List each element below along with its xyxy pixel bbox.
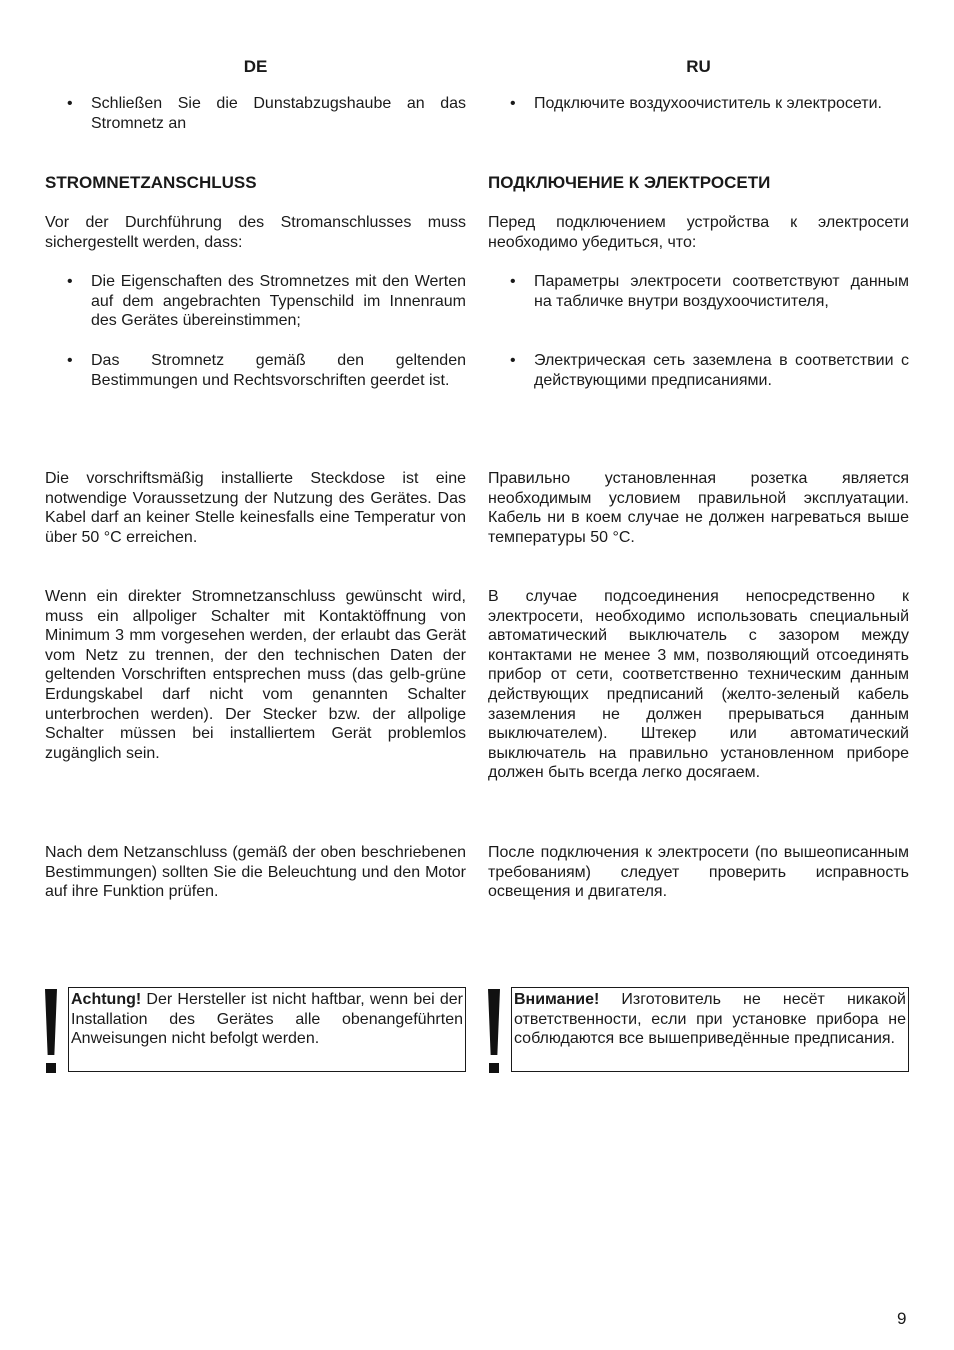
lead-paragraph: Vor der Durchführung des Stromanschlusses muss sichergestellt werden, dass: (45, 214, 466, 251)
section-title: ПОДКЛЮЧЕНИЕ К ЭЛЕКТРОСЕТИ (488, 173, 771, 192)
paragraph-socket: Правильно установленная розетка является необходимым условием правильной эксплуатации. Кабель ни в коем случае не должен нагреваться выше температуры 50 °C. (488, 470, 909, 546)
list-item: • Das Stromnetz gemäß den geltenden Bestimmungen und Rechtsvorschriften geerdet ist. (45, 351, 466, 390)
warning-text: Der Hersteller ist nicht haftbar, wenn bei der Installation des Gerätes alle obenangeführten Anweisungen nicht befolgt werden. (71, 991, 463, 1048)
paragraph-direct-connection: В случае подсоединения непосредственно к электросети, необходимо использовать специальный автоматический выключатель с зазором между контактами не менее 3 мм, позволяющий отсоединять прибор от сети, соответственно техническим данным действующих предписаний (желто-зеленый кабель заземления не должен прерываться данным выключателем). Штекер или автоматический выключатель на правильно установленном приборе должен быть всегда легко досягаем. (488, 588, 909, 782)
page-number: 9 (897, 1309, 907, 1328)
intro-bullet: • Подключите воздухоочиститель к электросети. (488, 94, 909, 114)
exclamation-icon (45, 989, 57, 1073)
exclamation-icon (488, 989, 500, 1073)
paragraph-function-check: После подключения к электросети (по вышеописанным требованиям) следует проверить исправность освещения и двигателя. (488, 844, 909, 901)
paragraph-socket: Die vorschriftsmäßig installierte Steckdose ist eine notwendige Voraussetzung der Nutzung des Gerätes. Das Kabel darf an keiner Stelle keinesfalls eine Temperatur von über 50 °C erreichen. (45, 470, 466, 546)
warning-box (68, 987, 466, 1072)
warning-label: Внимание! (514, 991, 600, 1008)
warning-box (511, 987, 909, 1072)
warning-notice (488, 987, 909, 1072)
paragraph-function-check: Nach dem Netzanschluss (gemäß der oben beschriebenen Bestimmungen) sollten Sie die Beleuchtung und den Motor auf ihre Funktion prüfen. (45, 844, 466, 901)
language-label: RU (686, 57, 711, 76)
warning-notice (45, 987, 466, 1072)
language-label: DE (243, 57, 268, 76)
lead-paragraph: Перед подключением устройства к электросети необходимо убедиться, что: (488, 214, 909, 251)
list-item: • Параметры электросети соответствуют данным на табличке внутри воздухоочистителя, (488, 272, 909, 311)
warning-text: Изготовитель не несёт никакой ответственности, если при установке прибора не соблюдаются все вышеприведённые предписания. (514, 991, 906, 1048)
paragraph-direct-connection: Wenn ein direkter Stromnetzanschluss gewünscht wird, muss ein allpoliger Schalter mit Kontaktöffnung von Minimum 3 mm vorgesehen werden, der erlaubt das Gerät vom Netz zu trennen, der den technischen Daten der geltenden Vorschriften entsprechen muss (das gelb-grüne Erdungskabel darf nicht vom genannten Schalter unterbrochen werden). Der Stecker bzw. der allpolige Schalter müssen bei installiertem Gerät problemlos zugänglich sein. (45, 588, 466, 762)
intro-bullet: • Schließen Sie die Dunstabzugshaube an das Stromnetz an (45, 94, 466, 133)
column-ru (488, 0, 909, 1350)
section-title: STROMNETZANSCHLUSS (45, 173, 257, 192)
column-de (45, 0, 466, 1350)
warning-label: Achtung! (71, 991, 142, 1008)
list-item: • Die Eigenschaften des Stromnetzes mit den Werten auf dem angebrachten Typenschild im Innenraum des Gerätes übereinstimmen; (45, 272, 466, 331)
list-item: • Электрическая сеть заземлена в соответствии с действующими предписаниями. (488, 351, 909, 390)
